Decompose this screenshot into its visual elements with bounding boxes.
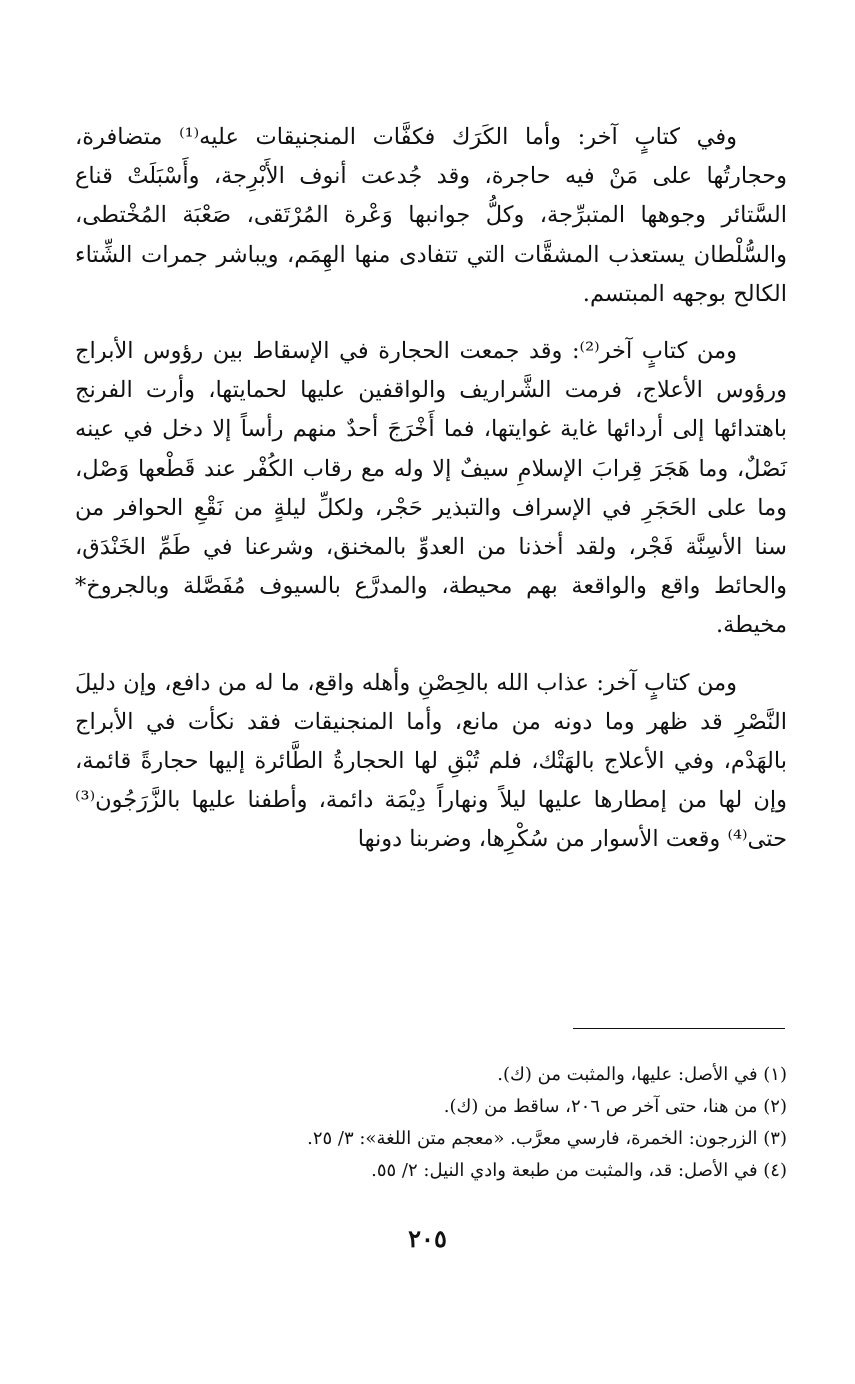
footnote-1: (١) في الأصل: عليها، والمثبت من (ك). [497,1064,787,1085]
main-text [75,118,787,860]
page-number: ٢٠٥ [408,1224,447,1253]
footnotes [75,1059,787,1187]
footnote-4: (٤) في الأصل: قد، والمثبت من طبعة وادي النيل: ٢/ ٥٥. [371,1160,787,1181]
paragraph-2: ومن كتابٍ آخر⁽²⁾: وقد جمعت الحجارة في الإسقاط بين رؤوس الأبراج ورؤوس الأعلاج، فرمت الشَّراريف والواقفين عليها لحمايتها، وأرت الفرنج باهتدائها إلى أردائها غاية غوايتها، فما أَخْرَجَ أحدٌ منهم رأساً إلا دخل في عينه نَصْلٌ، وما هَجَرَ قِرابَ الإسلامِ سيفٌ إلا وله مع رقاب الكُفْر عند قَطْعها وَصْل، وما على الحَجَرِ في الإسراف والتبذير حَجْر، ولكلِّ ليلةٍ من نَقْعِ الحوافر من سنا الأسِنَّة فَجْر، ولقد أخذنا من العدوِّ بالمخنق، وشرعنا في طَمِّ الخَنْدَق، والحائط واقع والواقعة بهم محيطة، والمدرَّع بالسيوف مُفَصَّلة وبالجروخ* مخيطة. [75,338,787,639]
paragraph-3: ومن كتابٍ آخر: عذاب الله بالحِصْنِ وأهله واقع، ما له من دافع، وإن دليلَ النَّصْرِ قد ظهر وما دونه من مانع، وأما المنجنيقات فقد نكأت في الأبراج بالهَدْم، وفي الأعلاج بالهَتْك، فلم تُبْقِ لها الحجارةُ الطَّائرة إليها حجارةً قائمة، وإن لها من إمطارها عليها ليلاً ونهاراً دِيْمَة دائمة، وأطفنا عليها بالزَّرَجُون⁽³⁾ حتى⁽⁴⁾ وقعت الأسوار من سُكْرِها، وضربنا دونها [75,669,787,853]
footnote-2: (٢) من هنا، حتى آخر ص ٢٠٦، ساقط من (ك). [443,1096,787,1117]
paragraph-1: وفي كتابٍ آخر: وأما الكَرَك فكفَّات المنجنيقات عليه⁽¹⁾ متضافرة، وحجارتُها على مَنْ فيه حاجرة، وقد جُدعت أنوف الأَبْرِجة، وأَسْبَلَتْ قناع السَّتائر وجوهها المتبرِّجة، وكلُّ جوانبها وَعْرة المُرْتَقى، صَعْبَة المُخْتطى، والسُّلْطان يستعذب المشقَّات التي تتفادى منها الهِمَم، ويباشر جمرات الشِّتاء الكالح بوجهه المبتسم. [75,124,787,307]
footnote-divider [573,1028,785,1029]
footnote-3: (٣) الزرجون: الخمرة، فارسي معرَّب. «معجم متن اللغة»: ٣/ ٢٥. [307,1128,787,1149]
